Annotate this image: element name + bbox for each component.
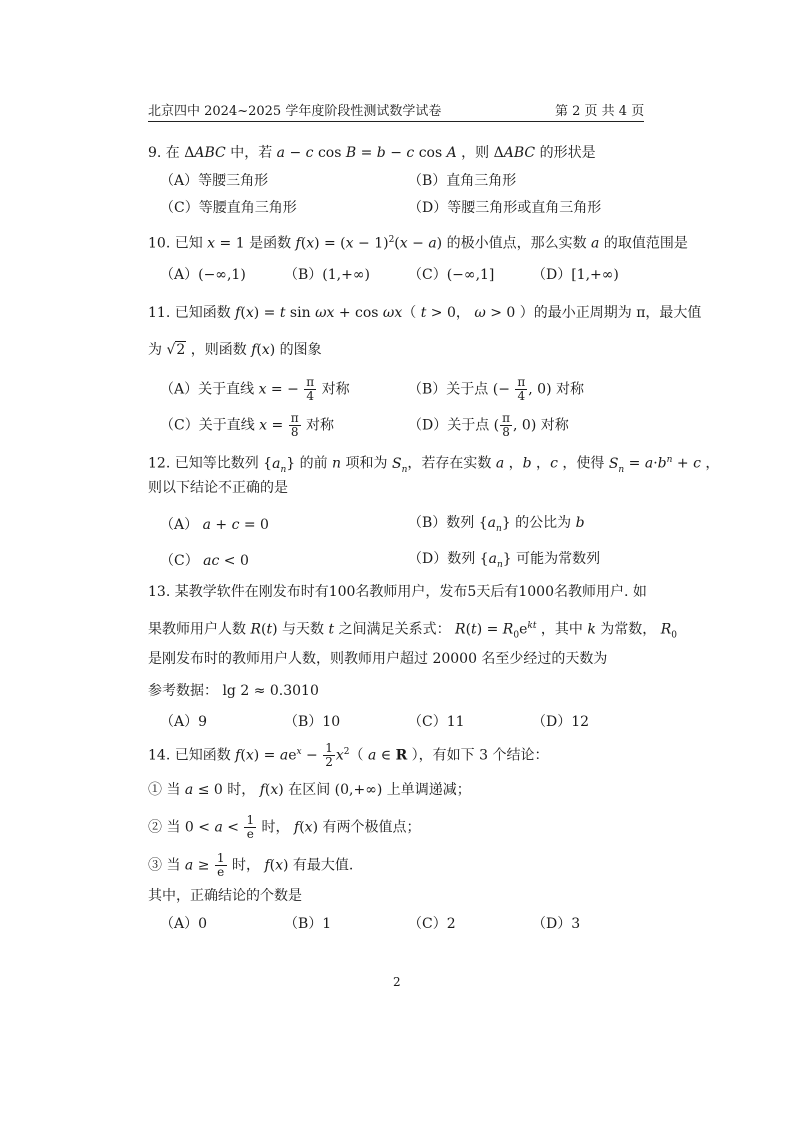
question-13-reference-data: 参考数据： lg 2 ≈ 0.3010 xyxy=(148,683,319,699)
question-12-stem: 12. 已知等比数列 $\{a_n\}$ 的前 n 项和为 $S_n$，若存在实数 a ，b ，c ，使得 $S_n = a\cdot b^n + c$ ， xyxy=(148,455,720,475)
question-14-option-c: （C）2 xyxy=(408,916,456,932)
question-9-stem: 9. 在 ΔABC 中，若 a − c cos B = b − c cos A ，则 ΔABC 的形状是 xyxy=(148,145,596,161)
question-11-option-a: （A）关于直线 x = − $\frac{\pi}{4}$ 对称 xyxy=(160,375,350,403)
header-title: 北京四中 2024~2025 学年度阶段性测试数学试卷 xyxy=(148,104,442,119)
question-10-option-b: （B）(1,+∞) xyxy=(284,267,370,283)
question-11-stem-line2: 为 √2 ，则函数 f(x) 的图象 xyxy=(148,342,322,358)
question-11-option-d: （D）关于点 ( $\frac{\pi}{8}$ , 0) 对称 xyxy=(408,411,569,439)
question-14-conclusion-2: ② 当 0 < a < $\frac{1}{e}$ 时， f(x) 有两个极值点； xyxy=(148,813,421,841)
question-14-stem: 14. 已知函数 $f(x) = ae^x$ − $\frac{1}{2}$ $x^2$（ a ∈ R ），有如下 3 个结论： xyxy=(148,741,549,769)
page-number: 2 xyxy=(393,975,401,989)
question-14-option-b: （B）1 xyxy=(284,916,332,932)
question-14-option-d: （D）3 xyxy=(532,916,581,932)
question-13-option-b: （B）10 xyxy=(284,714,341,730)
question-14-conclusion-3: ③ 当 a ≥ $\frac{1}{e}$ 时， f(x) 有最大值. xyxy=(148,851,354,879)
question-12-option-d: （D）数列 $\{a_n\}$ 可能为常数列 xyxy=(408,551,601,570)
question-10-stem: 10. 已知 x = 1 是函数 $f(x) = (x - 1)^2(x - a)$ 的极小值点，那么实数 a 的取值范围是 xyxy=(148,235,688,252)
question-13-option-d: （D）12 xyxy=(532,714,590,730)
question-14-option-a: （A）0 xyxy=(160,916,208,932)
question-10-option-c: （C）(−∞,1] xyxy=(408,267,495,283)
question-13-stem: 13. 某教学软件在刚发布时有100名教师用户，发布5天后有1000名教师用户. 如 xyxy=(148,584,647,600)
question-13-option-a: （A）9 xyxy=(160,714,208,730)
question-12-stem-line2: 则以下结论不正确的是 xyxy=(148,480,288,496)
header-page-info: 第 2 页 共 4 页 xyxy=(555,104,645,119)
question-11-option-b: （B）关于点 (− $\frac{\pi}{4}$ , 0) 对称 xyxy=(408,375,585,403)
question-11-option-c: （C）关于直线 x = $\frac{\pi}{8}$ 对称 xyxy=(160,411,335,439)
question-10-option-a: （A）(−∞,1) xyxy=(160,267,246,283)
question-13-option-c: （C）11 xyxy=(408,714,465,730)
question-12-option-b: （B）数列 $\{a_n\}$ 的公比为 b xyxy=(408,515,585,534)
question-10-option-d: （D）[1,+∞) xyxy=(532,267,619,283)
question-13-stem-line3: 是刚发布时的教师用户人数，则教师用户超过 20000 名至少经过的天数为 xyxy=(148,651,608,667)
question-12-option-a: （A） a + c = 0 xyxy=(160,517,269,533)
question-14-tail: 其中，正确结论的个数是 xyxy=(148,888,302,904)
question-9-option-b: （B）直角三角形 xyxy=(408,173,517,189)
header-rule xyxy=(148,121,644,122)
question-11-stem: 11. 已知函数 f(x) = t sin ωx + cos ωx（ t > 0， ω > 0 ）的最小正周期为 π，最大值 xyxy=(148,305,702,321)
question-12-option-c: （C） ac < 0 xyxy=(160,553,249,569)
question-13-stem-line2: 果教师用户人数 R(t) 与天数 t 之间满足关系式： $R(t) = R_0e^{kt}$ ，其中 k 为常数， $R_0$ xyxy=(148,621,678,641)
question-9-option-c: （C）等腰直角三角形 xyxy=(160,200,297,216)
question-9-option-a: （A）等腰三角形 xyxy=(160,173,269,189)
question-9-option-d: （D）等腰三角形或直角三角形 xyxy=(408,200,602,216)
question-14-conclusion-1: ① 当 a ≤ 0 时， f(x) 在区间 (0,+∞) 上单调递减； xyxy=(148,782,471,798)
